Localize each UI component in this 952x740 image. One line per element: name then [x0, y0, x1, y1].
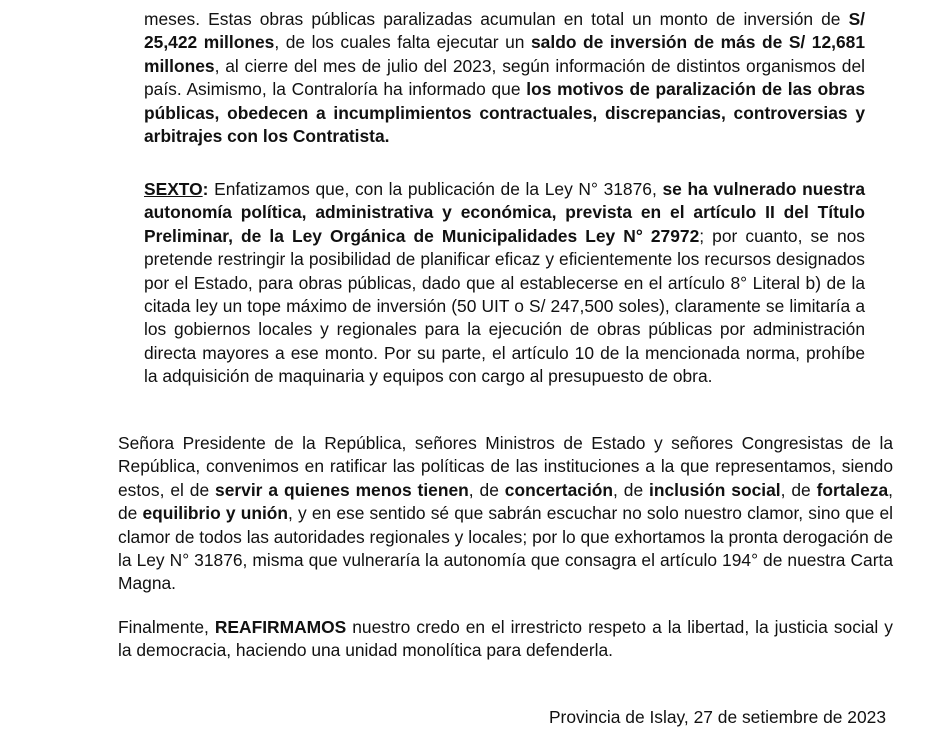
- emphasis-text: equilibrio y unión: [142, 503, 289, 524]
- emphasis-text: SEXTO: [144, 179, 203, 199]
- emphasis-text: inclusión social: [649, 479, 781, 500]
- emphasis-text: :: [202, 179, 209, 199]
- emphasis-text: los motivos de paralización de las obras públicas, obedecen a incumplimientos contractuales, discrepancias, controversias y arbitrajes con los Contratista.: [144, 79, 865, 147]
- paragraph-reafirmamos: Finalmente, REAFIRMAMOS nuestro credo en el irrestricto respeto a la libertad, la justicia social y la democracia, haciendo una unidad monolítica para defenderla.: [118, 617, 893, 661]
- paragraph-obras-paralizadas: meses. Estas obras públicas paralizadas acumulan en total un monto de inversión de S/ 25,422 millones, de los cuales falta ejecutar un saldo de inversión de más de S/ 12,681 millones, al cierre del mes de julio del 2023, según información de distintos organismos del país. Asimismo, la Contraloría ha informado que los motivos de paralización de las obras públicas, obedecen a incumplimientos contractuales, discrepancias, controversias y arbitrajes con los Contratista.: [144, 9, 865, 147]
- closing-place-date: Provincia de Islay, 27 de setiembre de 2023: [548, 707, 886, 727]
- paragraph-sexto: SEXTO: Enfatizamos que, con la publicación de la Ley N° 31876, se ha vulnerado nuestra autonomía política, administrativa y económica, prevista en el artículo II del Título Preliminar, de la Ley Orgánica de Municipalidades Ley N° 27972; por cuanto, se nos pretende restringir la posibilidad de planificar eficaz y eficientemente los recursos designados por el Estado, para obras públicas, dado que al establecerse en el artículo 8° Literal b) de la citada ley un tope máximo de inversión (50 UIT o S/ 247,500 soles), claramente se limitaría a los gobiernos locales y regionales para la ejecución de obras públicas por administración directa mayores a ese monto. Por su parte, el artículo 10 de la mencionada norma, prohíbe la adquisición de maquinaria y equipos con cargo al presupuesto de obra.: [144, 179, 865, 387]
- emphasis-text: S/ 25,422 millones: [144, 9, 865, 53]
- emphasis-text: saldo de inversión de más de S/ 12,681 millones: [144, 32, 865, 76]
- emphasis-text: se ha vulnerado nuestra autonomía política, administrativa y económica, prevista en el artículo II del Título Preliminar, de la Ley Orgánica de Municipalidades Ley N° 27972: [144, 179, 865, 246]
- emphasis-text: REAFIRMAMOS: [214, 617, 347, 637]
- emphasis-text: fortaleza: [816, 479, 889, 500]
- paragraph-exhortacion: Señora Presidente de la República, señores Ministros de Estado y señores Congresistas de la República, convenimos en ratificar las políticas de las instituciones a la que representamos, siendo estos, el de servir a quienes menos tienen, de concertación, de inclusión social, de fortaleza, de equilibrio y unión, y en ese sentido sé que sabrán escuchar no solo nuestro clamor, sino que el clamor de todos las autoridades regionales y locales; por lo que exhortamos la pronta derogación de la Ley N° 31876, misma que vulneraría la autonomía que consagra el artículo 194° de nuestra Carta Magna.: [118, 433, 893, 594]
- emphasis-text: concertación: [504, 479, 614, 500]
- emphasis-text: servir a quienes menos tienen: [215, 479, 469, 500]
